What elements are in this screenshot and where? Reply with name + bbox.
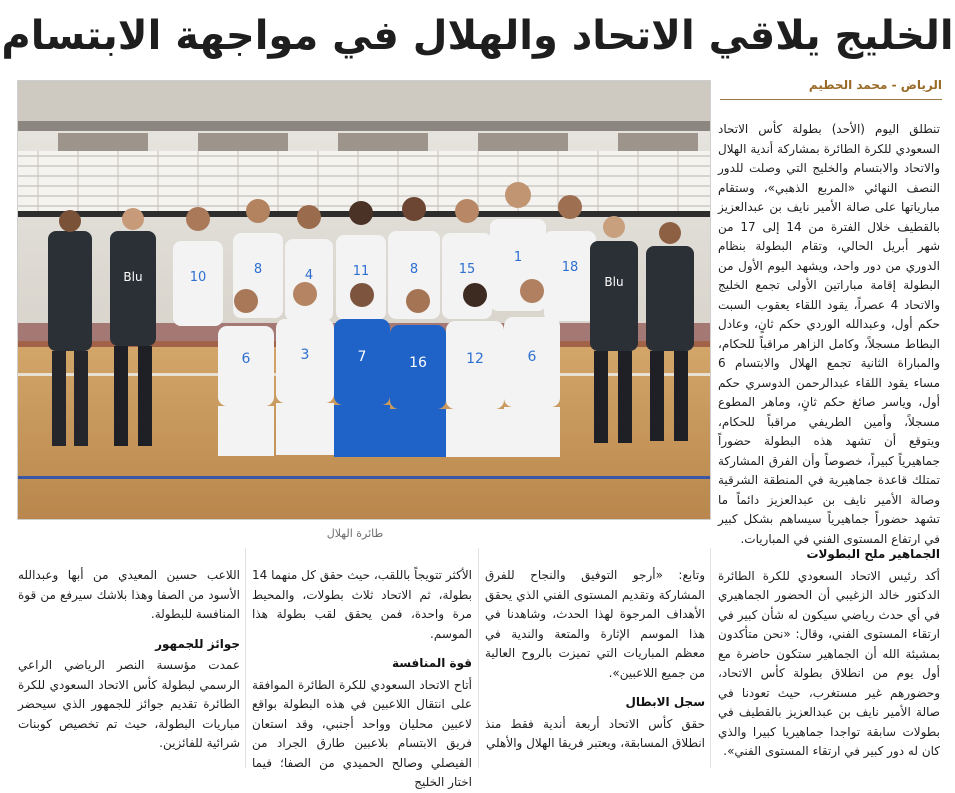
staff-sponsor-right: Blu: [604, 275, 624, 289]
column-divider: [478, 548, 479, 768]
section-text: الأكثر تتويجاً باللقب، حيث حقق كل منهما 14 بطولة، ثم الاتحاد ثلاث بطولات، والمحيط مرة واحدة، فمن يحقق لقب بطولة هذا الموسم.: [252, 568, 472, 641]
jersey-number: 8: [409, 262, 419, 277]
jersey-number: 7: [357, 349, 367, 365]
article-column-3: [252, 566, 472, 789]
byline-divider: [720, 99, 942, 100]
section-heading: الجماهير ملح البطولات: [806, 547, 940, 561]
photo-caption: طائرة الهلال: [326, 527, 384, 540]
jersey-number: 18: [561, 260, 579, 275]
section-text: اللاعب حسين المعيدي من أبها وعبدالله الأسود من الصفا وهذا بلاشك سيرفع من قوة المنافسة للبطولة.: [18, 568, 240, 621]
column-divider: [245, 548, 246, 768]
section-text: أتاح الاتحاد السعودي للكرة الطائرة الموافقة على انتقال اللاعبين في هذه البطولة بواقع لاعبين محليان وواحد أجنبي، وقد استعان فريق الابتسام بلاعبين طارق الجراد من الفيصلي وصالح الحميدي من الصفا؛ فيما اختار الخليج: [252, 677, 472, 789]
section-text: وتابع: «أرجو التوفيق والنجاح للفرق المشاركة وتقديم المستوى الفني الذي يحقق الأهداف المرجوة لهذا الحدث، وشاهدنا في هذا الموسم الإثارة والمتعة والندية في معظم المباريات التي تميزت بالروح العالية من جميع اللاعبين».: [485, 568, 705, 680]
jersey-number: 16: [409, 355, 427, 371]
section-text: أكد رئيس الاتحاد السعودي للكرة الطائرة الدكتور خالد الزغيبي أن الحضور الجماهيري في أي حدث رياضي سيكون له شأن كبير في ارتقاء المستوى الفني، وقال: «نحن متأكدون بمشيئة الله أن الجماهير ستكون حاضرة مع أول يوم من انطلاق بطولة كأس الاتحاد، وحضورهم غير مستغرب، حيث تعودنا في صالة الأمير نايف بن عبدالعزيز بالقطيف في بطولات سابقة تواجدا جماهيريا كبيرا والذي كان له دور كبير في ارتقاء المستوى الفني».: [718, 568, 940, 758]
jersey-number: 6: [241, 351, 251, 367]
section-heading: جوائز للجمهور: [155, 636, 240, 651]
section-text: حقق كأس الاتحاد أربعة أندية فقط منذ انطلاق المسابقة، ويعتبر فريقا الهلال والأهلي: [485, 716, 705, 750]
jersey-number: 11: [352, 264, 370, 279]
section-text: عمدت مؤسسة النصر الرياضي الراعي الرسمي لبطولة كأس الاتحاد السعودي للكرة الطائرة تقديم جوائز للجمهور الذي سيحضر مباريات البطولة، حيث تم تخصيص كوبنات شرائية للفائزين.: [18, 658, 240, 750]
page-headline: الخليج يلاقي الاتحاد والهلال في مواجهة الابتسام: [1, 13, 954, 59]
section-heading: سجل الابطال: [625, 695, 705, 709]
column-divider: [710, 548, 711, 768]
staff-sponsor-left: Blu: [123, 270, 143, 284]
jersey-number: 1: [513, 250, 523, 265]
team-photo-illustration: [18, 81, 710, 519]
byline: الرياض - محمد الحطيم: [808, 78, 942, 92]
jersey-number: 8: [253, 262, 263, 277]
jersey-number: 6: [527, 349, 537, 365]
jersey-number: 3: [300, 347, 310, 363]
jersey-number: 10: [189, 270, 207, 285]
article-column-4: [18, 566, 240, 770]
article-column-1: [718, 545, 940, 770]
section-heading: قوة المنافسة: [391, 656, 472, 670]
article-column-2: [485, 566, 705, 770]
jersey-number: 4: [304, 268, 314, 283]
side-column: [718, 120, 941, 546]
jersey-number: 15: [458, 262, 476, 277]
jersey-number: 12: [466, 351, 484, 367]
side-paragraph: تنطلق اليوم (الأحد) بطولة كأس الاتحاد السعودي للكرة الطائرة بمشاركة أندية الهلال والاتحاد والابتسام والخليج التي وصلت للدور النصف النهائي «المربع الذهبي»، وستقام مبارياتها على صالة الأمير نايف بن عبدالعزيز بالقطيف خلال الفترة من 14 إلى 17 من شهر أبريل الحالي، وتقام البطولة بنظام الدوري من دور واحد، ويشهد اليوم الأول من البطولة إقامة مباراتين الأولى تجمع الخليج والاتحاد 4 عصراً، يقود اللقاء يعقوب السبت حكم أول، وعبدالله الوردي حكم ثانٍ، وعادل البطاط مسجلاً، وكامل الزاهر مراقباً للحكام، والمباراة الثانية تجمع الهلال والابتسام 6 مساء يقود اللقاء عبدالرحمن الدوسري حكم أول، وياسر صائغ حكم ثانٍ، وماهر المطوع مسجلاً، وأمين الطريفي مراقباً للحكام، ويتوقع أن تشهد هذه البطولة حضوراً جماهيرياً كبيراً، خصوصاً وأن الفرق المشاركة تمتلك قاعدة جماهيرية في المنطقة الشرقية وصالة الأمير نايف بن عبدالعزيز دائماً ما تشهد حضوراً جماهيرياً سيساهم بشكل كبير في ارتفاع المستوى الفني في المباريات.: [718, 122, 941, 546]
team-photo: [17, 80, 711, 520]
